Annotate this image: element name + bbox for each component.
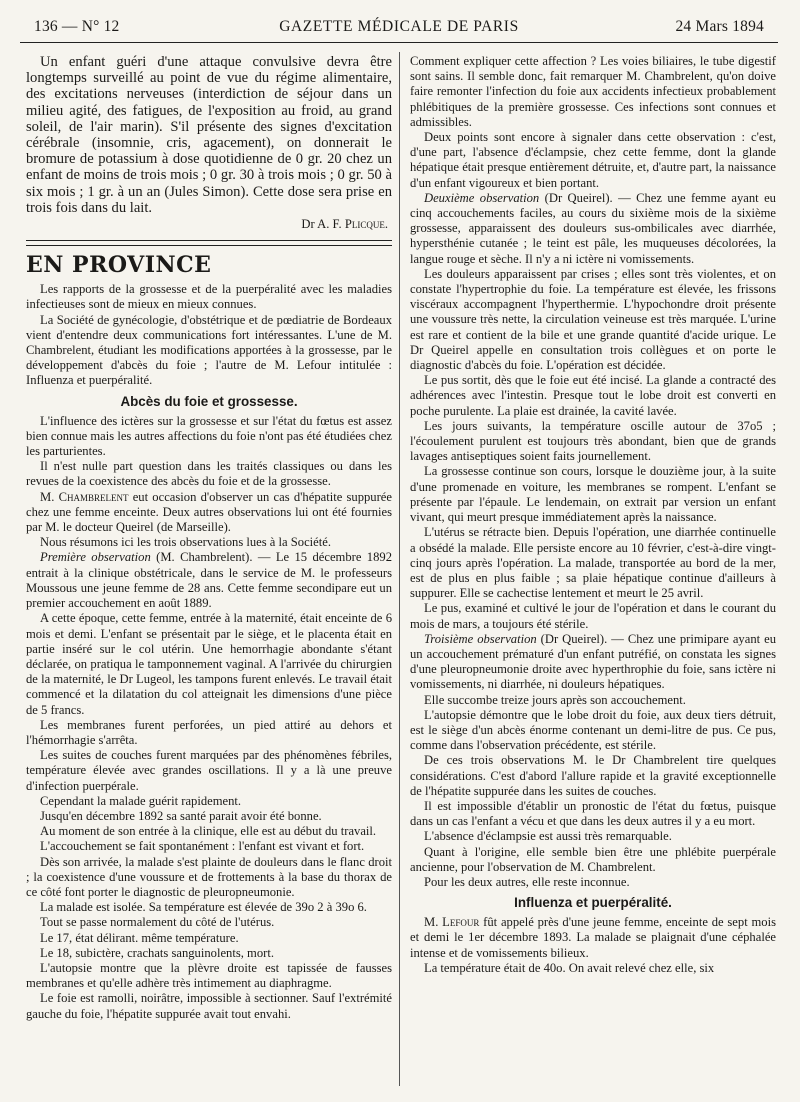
observation-title: Troisième observation	[424, 631, 537, 646]
paragraph-text: eut occasion d'observer un cas d'hépatite suppurée chez une femme enceinte. Deux autres observations lui ont été fournies par M. le docteur Queirel (de Marseille).	[26, 489, 392, 535]
paragraph: Le pus sortit, dès que le foie eut été incisé. La glande a contracté des adhérences avec l'intestin. Presque tout le lobe droit est converti en poche purulente. La plaie est drainée, la cavité lavée.	[410, 373, 776, 418]
paragraph: La température était de 40o. On avait relevé chez elle, six	[424, 960, 715, 975]
observation-title: Première observation	[40, 550, 151, 565]
paragraph: L'autopsie montre que la plèvre droite est tapissée de fausses membranes et qu'elle adhère très intimement au diaphragme.	[26, 960, 392, 991]
paragraph: A cette époque, cette femme, entrée à la maternité, était enceinte de 6 mois et demi. L'enfant se présentait par le siège, et le placenta était en partie inséré sur le col utérin. Une hemorrhagie abondante s'étant déclarée, on pratiqua le tamponnement vaginal. A l'arrivée du chirurgien de la maternité, le Dr Lugeol, les tampons furent enlevés. Le travail était commencé et la dilatation du col atteignait les dimensions d'une pièce de 5 francs.	[26, 611, 392, 717]
paragraph: Le 17, état délirant. même température.	[40, 930, 239, 945]
right-column	[410, 54, 776, 976]
page-header	[18, 14, 780, 40]
paragraph: L'autopsie démontre que le lobe droit du foie, aux deux tiers détruit, est le siège d'un abcès énorme contenant un demi-litre de pus. Ce pus, comme dans l'observation précédente, est stérile.	[410, 707, 776, 753]
paragraph: Le pus, examiné et cultivé le jour de l'opération et dans le courant du mois de mars, a toujours été stérile.	[410, 601, 776, 631]
signature-prefix: Dr A. F.	[301, 217, 345, 232]
paragraph: Deux points sont encore à signaler dans cette observation : c'est, d'une part, l'absence d'éclampsie, chez cette femme, dont la glande hépatique était presque entièrement détruite, et, d'autre part, la naissance d'un enfant vigoureux et bien portant.	[410, 130, 776, 190]
paragraph: L'accouchement se fait spontanément : l'enfant est vivant et fort.	[40, 839, 365, 854]
paragraph: L'absence d'éclampsie est aussi très remarquable.	[424, 829, 672, 844]
paragraph: Quant à l'origine, elle semble bien être une phlébite puerpérale ancienne, pour l'observation de M. Chambrelent.	[410, 844, 776, 874]
paragraph-text: (M. Chambrelent). — Le 15 décembre 1892 entrait à la clinique obstétricale, dans le service de M. le professeurs Moussous une jeune femme de 28 ans. Cette femme secondipare eut un premier accouchement en août 1889.	[26, 550, 392, 611]
header-rule	[20, 42, 778, 43]
left-column	[26, 54, 392, 1022]
paragraph: Comment expliquer cette affection ? Les voies biliaires, le tube digestif sont sains. Il semble donc, fait remarquer M. Chambrelent, qu'on doive faire remonter l'infection du foie aux accidents infectieux probablement phlébitiques de la première grossesse. Ces infections sont connues et admissibles.	[410, 54, 776, 129]
page-number-issue: 136 — N° 12	[34, 18, 120, 35]
paragraph: Pour les deux autres, elle reste inconnue.	[424, 874, 630, 889]
paragraph: Jusqu'en décembre 1892 sa santé parait avoir été bonne.	[40, 808, 322, 823]
journal-title: GAZETTE MÉDICALE DE PARIS	[279, 18, 519, 35]
person-name: M. Chambrelent	[40, 489, 129, 504]
observation-title: Deuxième observation	[424, 190, 540, 205]
column-divider	[399, 52, 400, 1086]
paragraph	[26, 490, 392, 536]
paragraph-text: (Dr Queirel). — Chez une primipare ayant eu un accouchement prématuré d'un enfant putréfié, on constata les signes d'une pleuropneumonie droite avec hyperthrophie du foie, sans ictère ni vomissements, ni diarrhée, ni douleurs hépatiques.	[410, 631, 776, 692]
paragraph-text: (Dr Queirel). — Chez une femme ayant eu cinq accouchements faciles, au cours du sixième mois de la sixième grossesse, apparaissent des douleurs sus-ombilicales avec diarrhée, hypersthénie cutanée ; le teint est pâle, les muqueuses décolorées, la langue rouge et sèche. Il n'y a ni ictère ni vomissements.	[410, 190, 776, 266]
section-rule-thin	[26, 245, 392, 246]
paragraph	[410, 191, 776, 267]
paragraph: La grossesse continue son cours, lorsque le douzième jour, à la suite d'une promenade en voiture, les membranes se rompent. L'enfant se présente par l'épaule. Le lendemain, on extrait par version un enfant vivant, qui meurt presque immédiatement après la naissance.	[410, 464, 776, 525]
signature-name: Plicque.	[344, 217, 388, 232]
author-signature	[26, 217, 392, 232]
paragraph: Il n'est nulle part question dans les traités classiques ou dans les revues de la coexistence des abcès du foie et de la grossesse.	[26, 459, 392, 489]
paragraph: Nous résumons ici les trois observations lues à la Société.	[40, 535, 332, 550]
paragraph	[26, 550, 392, 611]
paragraph: La Société de gynécologie, d'obstétrique et de pœdiatrie de Bordeaux vient d'entendre deux communications fort intéressantes. L'une de M. Chambrelent, étudiant les modifications apportées à la grossesse, par le développement d'abcès du foie ; l'autre de M. Lefour intitulée : Influenza et puerpéralité.	[26, 312, 392, 388]
paragraph: De ces trois observations M. le Dr Chambrelent tire quelques considérations. C'est d'abord l'allure rapide et la gravité exceptionnelle de l'hépatite suppurée dans les suites de couches.	[410, 753, 776, 798]
subheading: Influenza et puerpéralité.	[514, 895, 672, 911]
paragraph-text: fût appelé près d'une jeune femme, enceinte de sept mois et demi le 1er décembre 1893. La malade se plaignait d'une céphalée intense et de vomissements bilieux.	[410, 915, 776, 960]
paragraph: Les douleurs apparaissent par crises ; elles sont très violentes, et on constate l'hypertrophie du foie. La température est élevée, les frissons viscéraux accompagnent l'hyperthermie. L'hypochondre droit présente une voussure très nette, la circulation veineuse est très marquée. L'urine est rare et contient de la bile et une grande quantité d'acide urique. Le Dr Queirel appelle en consultation trois collègues et on porte le diagnostic d'abcès du foie. L'opération est décidée.	[410, 266, 776, 373]
paragraph: Au moment de son entrée à la clinique, elle est au début du travail.	[40, 824, 377, 839]
paragraph: Tout se passe normalement du côté de l'utérus.	[40, 915, 275, 930]
paragraph: L'utérus se rétracte bien. Depuis l'opération, une diarrhée continuelle a obsédé la malade. Elle persiste encore au 10 février, c'est-à-dire vingt-cinq jours après l'opération. La malade, transportée au bord de la mer, est de plus en plus faible ; sa plaie hépatique continue d'ailleurs à suppurer. Elle se cachectise lentement et meurt le 25 avril.	[410, 525, 776, 601]
section-title: EN PROVINCE	[26, 252, 212, 279]
paragraph: Les membranes furent perforées, un pied attiré au dehors et l'hémorrhagie s'arrêta.	[26, 717, 392, 747]
paragraph: L'influence des ictères sur la grossesse et sur l'état du fœtus est assez bien connue mais les autres affections du foie n'ont pas été étudiées chez les parturientes.	[26, 413, 392, 459]
paragraph: Dès son arrivée, la malade s'est plainte de douleurs dans le flanc droit ; la coexistence d'une voussure et de frottements à la base du thorax de ce côté font porter le diagnostic de pleuropneumonie.	[26, 854, 392, 899]
person-name: M. Lefour	[424, 915, 480, 930]
paragraph: Il est impossible d'établir un pronostic de l'état du fœtus, puisque dans un cas l'enfant a vécu et que dans les deux autres il y a eu mort.	[410, 798, 776, 829]
issue-date: 24 Mars 1894	[675, 18, 764, 35]
subheading: Abcès du foie et grossesse.	[120, 393, 298, 409]
paragraph	[410, 915, 776, 961]
paragraph: Les rapports de la grossesse et de la puerpéralité avec les maladies infectieuses sont de mieux en mieux connues.	[26, 282, 392, 312]
intro-paragraph: Un enfant guéri d'une attaque convulsive devra être longtemps surveillé au point de vue du régime alimentaire, des excitations nerveuses (interdiction de séjour dans un milieu agité, des fatigues, de l'exposition au froid, au grand soleil, de l'air marin). S'il présente des signes d'excitation cérébrale (insomnie, cris, agacement), on donnerait le bromure de potassium à dose quotidienne de 0 gr. 20 chez un enfant de moins de trois mois ; 0 gr. 30 à trois mois ; 0 gr. 50 à six mois ; 1 gr. à un an (Jules Simon). Cette dose sera prise en trois fois dans du lait.	[26, 54, 392, 216]
paragraph: La malade est isolée. Sa température est élevée de 39o 2 à 39o 6.	[40, 900, 367, 915]
paragraph: Cependant la malade guérit rapidement.	[40, 793, 242, 808]
paragraph: Le 18, subictère, crachats sanguinolents, mort.	[40, 945, 274, 960]
paragraph: Elle succombe treize jours après son accouchement.	[424, 692, 686, 707]
section-rule	[26, 240, 392, 241]
paragraph	[410, 632, 776, 693]
paragraph: Les suites de couches furent marquées par des phénomènes fébriles, température élevée avec grandes oscillations. Il y a là une preuve d'infection puerpérale.	[26, 748, 392, 793]
paragraph: Les jours suivants, la température oscille autour de 37o5 ; l'écoulement purulent est toujours très abondant, bien que de grands lavages antiseptiques soient faits journellement.	[410, 418, 776, 464]
paragraph: Le foie est ramolli, noirâtre, impossible à sectionner. Sauf l'extrémité gauche du foie, l'hépatite suppurée avait tout envahi.	[26, 991, 392, 1021]
